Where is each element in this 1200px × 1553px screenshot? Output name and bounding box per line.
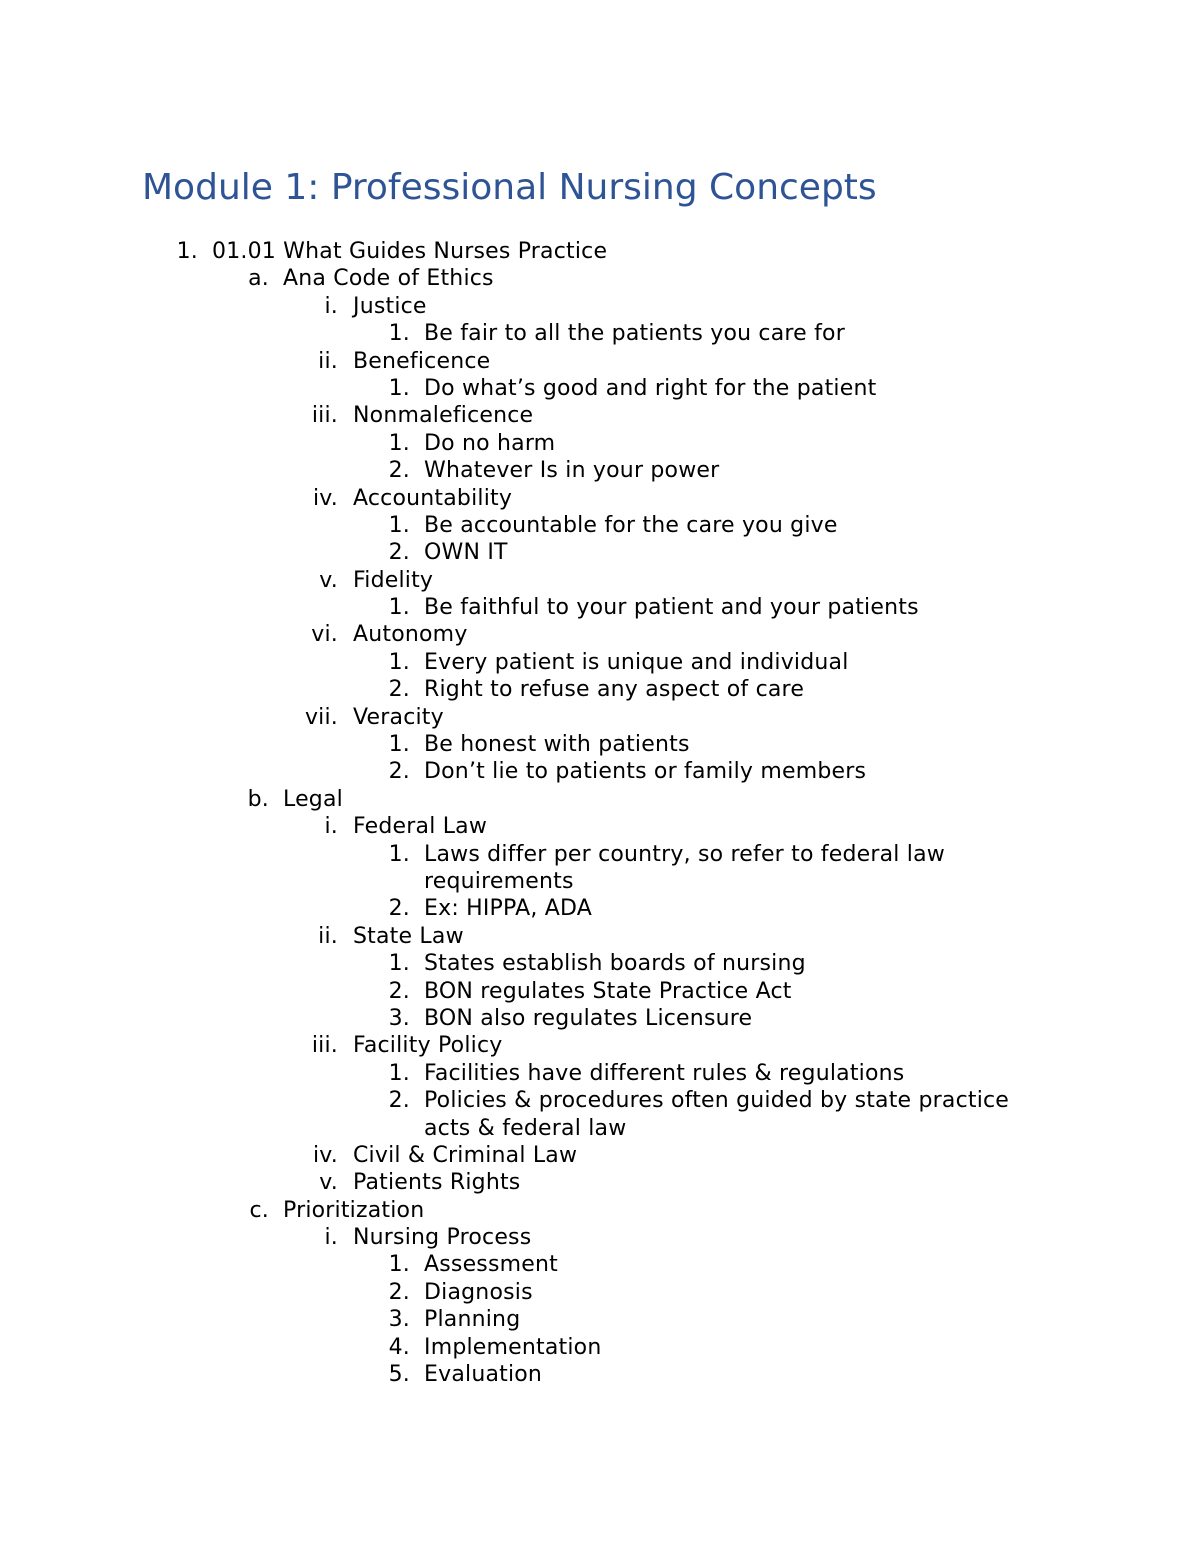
outline-item-text: Assessment bbox=[424, 1252, 558, 1278]
outline-item-principle bbox=[0, 923, 1200, 950]
list-marker: 3. bbox=[388, 1005, 410, 1031]
outline-item-principle bbox=[0, 567, 1200, 594]
outline-item-point bbox=[0, 1060, 1200, 1087]
outline-item-point bbox=[0, 978, 1200, 1005]
outline-item-point bbox=[0, 375, 1200, 402]
outline-item-text: Ex: HIPPA, ADA bbox=[424, 896, 592, 922]
outline-item-text: Planning bbox=[424, 1307, 521, 1333]
list-marker: 2. bbox=[388, 677, 410, 703]
outline-item-text: Veracity bbox=[353, 704, 444, 730]
outline-item-point bbox=[0, 676, 1200, 703]
outline-item-text: BON also regulates Licensure bbox=[424, 1005, 753, 1031]
list-marker: ii. bbox=[318, 923, 338, 949]
outline-item-text: BON regulates State Practice Act bbox=[424, 978, 792, 1004]
list-marker: a. bbox=[248, 266, 269, 292]
list-marker: iv. bbox=[312, 485, 338, 511]
outline-item-principle bbox=[0, 293, 1200, 320]
outline-item-principle bbox=[0, 485, 1200, 512]
outline-item-topic bbox=[0, 265, 1200, 292]
list-marker: 1. bbox=[388, 951, 410, 977]
outline-item-text: Whatever Is in your power bbox=[424, 458, 720, 484]
list-marker: 2. bbox=[388, 1088, 410, 1114]
list-marker: 1. bbox=[388, 649, 410, 675]
outline-item-point bbox=[0, 430, 1200, 457]
list-marker: iii. bbox=[311, 403, 338, 429]
outline-item-point bbox=[0, 1005, 1200, 1032]
list-marker: b. bbox=[247, 786, 269, 812]
list-marker: iv. bbox=[312, 1142, 338, 1168]
list-marker: 2. bbox=[388, 1279, 410, 1305]
list-marker: 1. bbox=[388, 430, 410, 456]
outline-item-text: States establish boards of nursing bbox=[424, 951, 806, 977]
outline-item-text: Facilities have different rules & regulations bbox=[424, 1060, 905, 1086]
outline-list bbox=[0, 238, 1200, 1388]
outline-item-text: Facility Policy bbox=[353, 1033, 503, 1059]
outline-item-text: Autonomy bbox=[353, 622, 468, 648]
outline-item-text: Nonmaleficence bbox=[353, 403, 534, 429]
outline-item-principle bbox=[0, 1169, 1200, 1196]
outline-item-point bbox=[0, 649, 1200, 676]
list-marker: 1. bbox=[388, 595, 410, 621]
outline-item-text: Policies & procedures often guided by state practice bbox=[424, 1088, 1010, 1114]
list-marker: iii. bbox=[311, 1033, 338, 1059]
outline-item-principle bbox=[0, 1142, 1200, 1169]
outline-item-text: Every patient is unique and individual bbox=[424, 649, 849, 675]
outline-item-point bbox=[0, 594, 1200, 621]
outline-item-text: Prioritization bbox=[283, 1197, 425, 1223]
outline-item-text: Right to refuse any aspect of care bbox=[424, 677, 805, 703]
outline-item-point bbox=[0, 758, 1200, 785]
outline-item-point bbox=[0, 1306, 1200, 1333]
outline-item-text: Fidelity bbox=[353, 567, 434, 593]
outline-item-principle bbox=[0, 621, 1200, 648]
list-marker: 1. bbox=[388, 1252, 410, 1278]
outline-item-text: Don’t lie to patients or family members bbox=[424, 759, 867, 785]
outline-item-point bbox=[0, 457, 1200, 484]
outline-item-text: Be honest with patients bbox=[424, 732, 690, 758]
outline-item-text: Accountability bbox=[353, 485, 513, 511]
list-marker: 5. bbox=[388, 1362, 410, 1388]
outline-item-point bbox=[0, 1087, 1200, 1114]
outline-item-principle bbox=[0, 813, 1200, 840]
outline-item-text: Nursing Process bbox=[353, 1225, 532, 1251]
outline-item-text: Federal Law bbox=[353, 814, 488, 840]
outline-item-point bbox=[0, 1334, 1200, 1361]
outline-item-topic bbox=[0, 786, 1200, 813]
list-marker: i. bbox=[324, 814, 338, 840]
list-marker: 1. bbox=[388, 841, 410, 867]
outline-item-principle bbox=[0, 1032, 1200, 1059]
list-marker: 1. bbox=[388, 321, 410, 347]
list-marker: v. bbox=[319, 567, 338, 593]
outline-item-text: 01.01 What Guides Nurses Practice bbox=[212, 239, 608, 264]
outline-item-point bbox=[0, 731, 1200, 758]
outline-item-point bbox=[0, 895, 1200, 922]
outline-item-point bbox=[0, 512, 1200, 539]
outline-item-text: Ana Code of Ethics bbox=[283, 266, 494, 292]
outline-item-principle bbox=[0, 1224, 1200, 1251]
list-marker: 2. bbox=[388, 896, 410, 922]
outline-item-principle bbox=[0, 402, 1200, 429]
list-marker: 1. bbox=[388, 732, 410, 758]
outline-item-topic bbox=[0, 1197, 1200, 1224]
outline-item-text: Do what’s good and right for the patient bbox=[424, 375, 877, 401]
outline-item-text: Laws differ per country, so refer to federal law bbox=[424, 841, 945, 867]
outline-item-continuation bbox=[0, 1115, 1200, 1142]
list-marker: ii. bbox=[318, 348, 338, 374]
outline-item-text: Evaluation bbox=[424, 1362, 543, 1388]
outline-item-principle bbox=[0, 348, 1200, 375]
outline-item-text: Be fair to all the patients you care for bbox=[424, 321, 845, 347]
list-marker: 2. bbox=[388, 458, 410, 484]
outline-item-point bbox=[0, 539, 1200, 566]
outline-item-text: Do no harm bbox=[424, 430, 556, 456]
list-marker: v. bbox=[319, 1170, 338, 1196]
list-marker: 2. bbox=[388, 978, 410, 1004]
list-marker: 3. bbox=[388, 1307, 410, 1333]
outline-item-text: Justice bbox=[353, 293, 427, 319]
outline-item-point bbox=[0, 1251, 1200, 1278]
outline-item-text: OWN IT bbox=[424, 540, 508, 566]
outline-item-text: Be accountable for the care you give bbox=[424, 512, 838, 538]
outline-item-point bbox=[0, 841, 1200, 868]
list-marker: i. bbox=[324, 1225, 338, 1251]
list-marker: vi. bbox=[311, 622, 338, 648]
outline-item-text: requirements bbox=[424, 868, 574, 894]
outline-item-text: State Law bbox=[353, 923, 464, 949]
list-marker: 1. bbox=[388, 1060, 410, 1086]
list-marker: vii. bbox=[304, 704, 338, 730]
list-marker: 1. bbox=[176, 239, 198, 264]
outline-item-text: Implementation bbox=[424, 1334, 602, 1360]
outline-item-point bbox=[0, 1361, 1200, 1388]
outline-item-point bbox=[0, 320, 1200, 347]
outline-item-text: Legal bbox=[283, 786, 343, 812]
list-marker: c. bbox=[249, 1197, 269, 1223]
outline-item-point bbox=[0, 1279, 1200, 1306]
list-marker: 2. bbox=[388, 540, 410, 566]
outline-item-text: acts & federal law bbox=[424, 1115, 627, 1141]
outline-item-principle bbox=[0, 704, 1200, 731]
outline-item-continuation bbox=[0, 868, 1200, 895]
list-marker: 4. bbox=[388, 1334, 410, 1360]
outline-item-point bbox=[0, 950, 1200, 977]
outline-item-text: Patients Rights bbox=[353, 1170, 521, 1196]
list-marker: 1. bbox=[388, 512, 410, 538]
list-marker: 2. bbox=[388, 759, 410, 785]
page-title: Module 1: Professional Nursing Concepts bbox=[142, 167, 877, 208]
outline-item-text: Beneficence bbox=[353, 348, 491, 374]
list-marker: i. bbox=[324, 293, 338, 319]
list-marker: 1. bbox=[388, 375, 410, 401]
outline-item-text: Diagnosis bbox=[424, 1279, 533, 1305]
outline-item-text: Civil & Criminal Law bbox=[353, 1142, 578, 1168]
outline-item-text: Be faithful to your patient and your patients bbox=[424, 595, 919, 621]
outline-item-section bbox=[0, 238, 1200, 265]
